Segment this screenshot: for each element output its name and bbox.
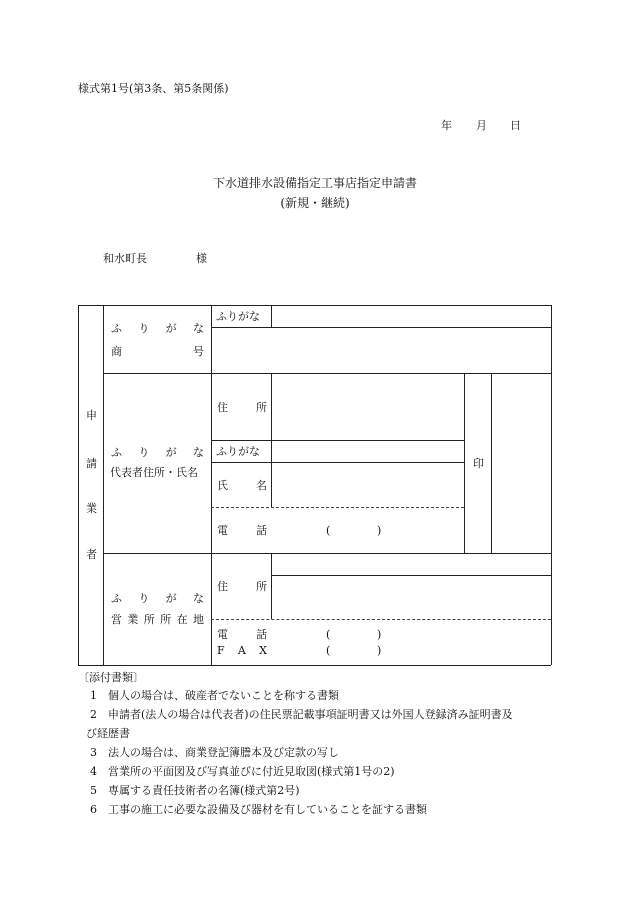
- addressee-name: 和水町長: [103, 252, 147, 265]
- applicant-char: 請: [86, 457, 97, 470]
- office-fax-paren-open: (: [326, 644, 331, 657]
- office-phone-label: 電 話: [217, 628, 267, 641]
- office-furigana-field[interactable]: [272, 554, 550, 574]
- date-month: 月: [476, 119, 487, 132]
- shop-name-label: 商 号: [111, 345, 204, 358]
- addressee-honorific: 様: [196, 252, 207, 265]
- rep-furigana-label: ふ り が な: [111, 446, 204, 459]
- shop-furigana-label: ふ り が な: [111, 322, 204, 335]
- office-address-label: 住 所: [217, 580, 267, 593]
- office-phone-paren-open: (: [326, 628, 331, 641]
- rep-name-field[interactable]: [272, 463, 463, 506]
- rep-phone-paren-open: (: [326, 524, 331, 537]
- date-day: 日: [510, 119, 521, 132]
- office-furigana-label: ふ り が な: [111, 592, 204, 605]
- shop-name-field[interactable]: [212, 328, 550, 372]
- rep-address-label: 住 所: [217, 401, 267, 414]
- document-title: 下水道排水設備指定工事店指定申請書: [212, 176, 417, 190]
- rep-address-field[interactable]: [272, 374, 463, 439]
- form-number: 様式第1号(第3条、第5条関係): [78, 82, 229, 95]
- date-year: 年: [441, 119, 452, 132]
- office-location-label: 営 業 所 所 在 地: [111, 613, 204, 626]
- rep-phone-paren-close: ): [377, 524, 382, 537]
- applicant-char: 業: [86, 502, 97, 515]
- office-fax-paren-close: ): [377, 644, 382, 657]
- seal-mark: 印: [473, 457, 484, 470]
- rep-phone-label: 電 話: [217, 524, 267, 537]
- office-contact-field[interactable]: [272, 620, 550, 664]
- applicant-char: 申: [86, 409, 97, 422]
- office-phone-paren-close: ): [377, 628, 382, 641]
- document-subtitle: (新規・継続): [280, 196, 350, 210]
- rep-phone-field[interactable]: [272, 508, 463, 552]
- office-fax-label: F A X: [217, 644, 267, 657]
- rep-label: 代表者住所・氏名: [110, 466, 198, 479]
- applicant-char: 者: [86, 548, 97, 561]
- shop-furigana-field-label: ふりがな: [216, 310, 260, 323]
- rep-furigana-field-label: ふりがな: [216, 445, 260, 458]
- shop-furigana-field[interactable]: [272, 306, 550, 326]
- attachments-heading: 〔添付書類〕: [78, 671, 144, 684]
- rep-name-label: 氏 名: [217, 479, 267, 492]
- seal-box: [492, 374, 550, 552]
- rep-furigana-field[interactable]: [272, 441, 463, 461]
- office-address-field[interactable]: [272, 576, 550, 618]
